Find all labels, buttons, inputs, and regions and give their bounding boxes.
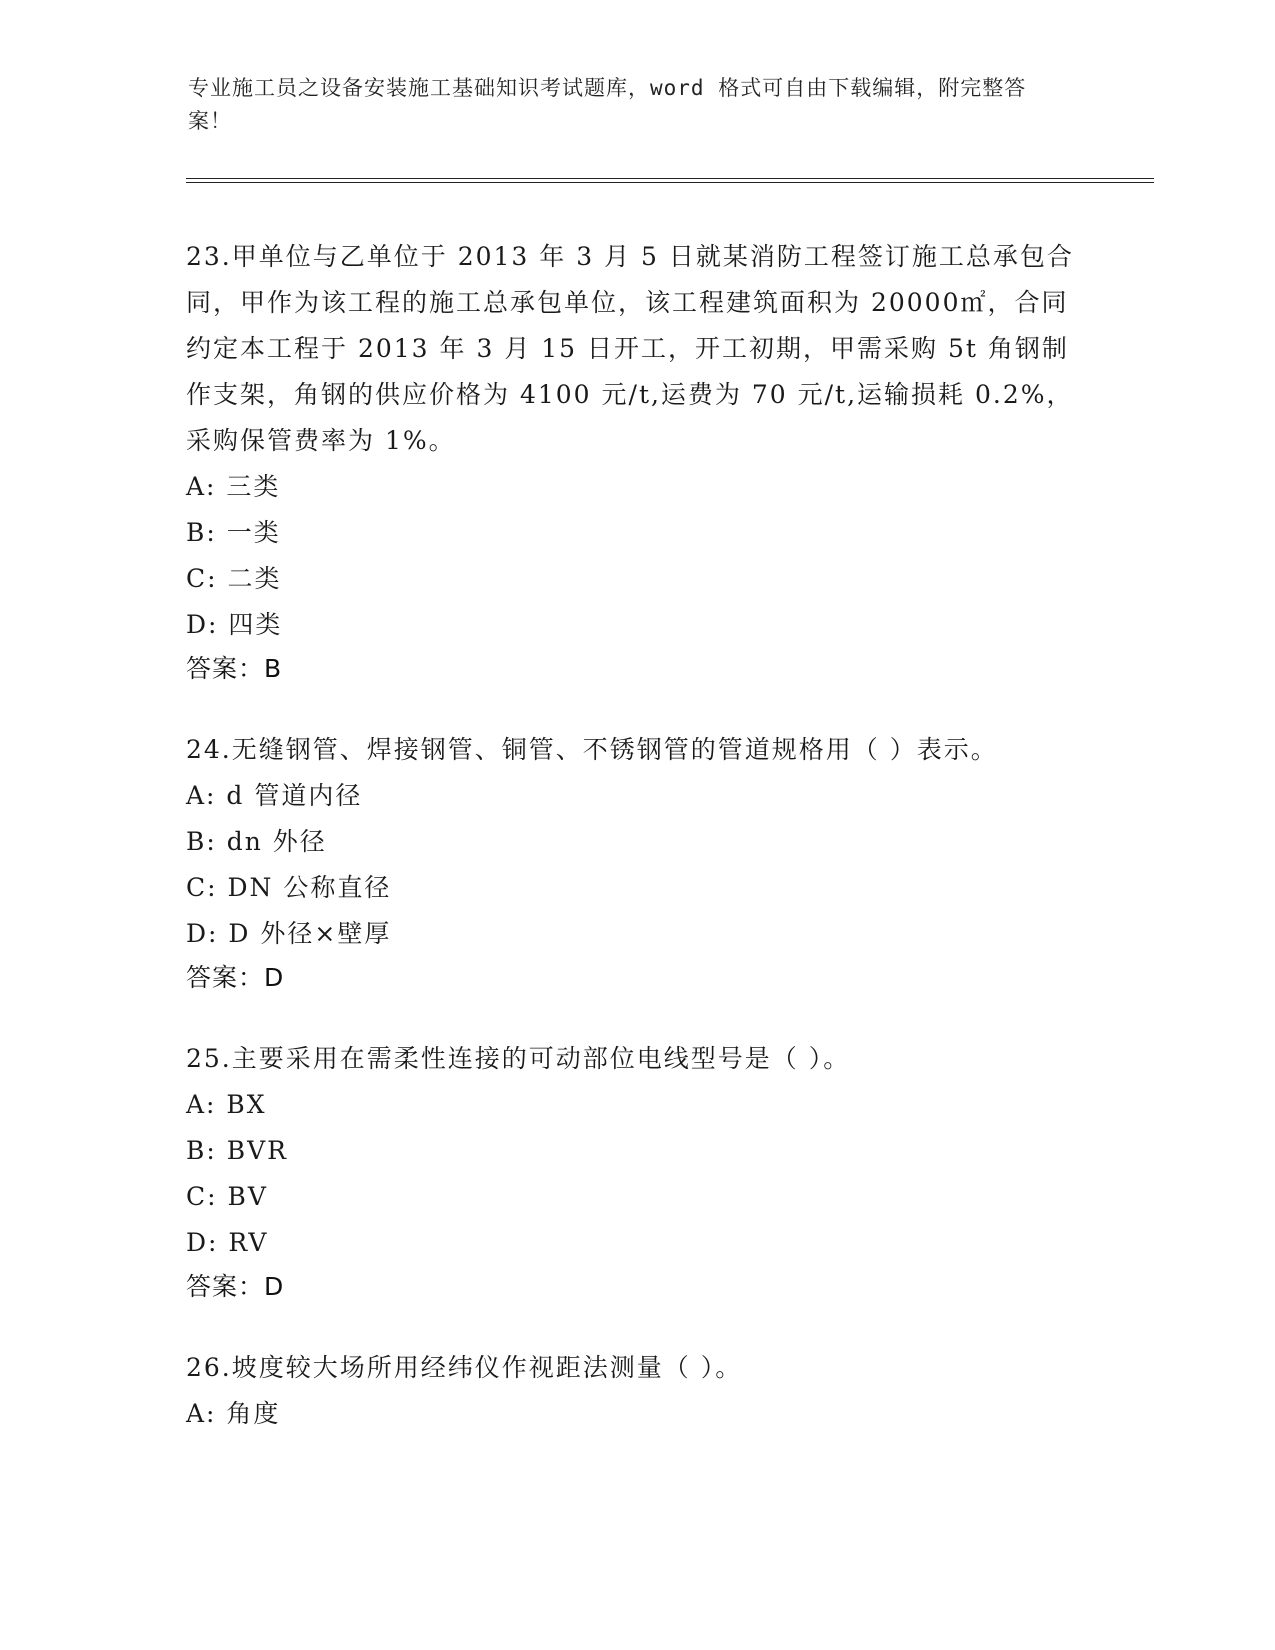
question-stem: 25.主要采用在需柔性连接的可动部位电线型号是（ ）。 bbox=[186, 1044, 851, 1073]
answer: 答案：D bbox=[186, 1272, 285, 1301]
option-d: D: RV bbox=[186, 1228, 269, 1257]
question-24 bbox=[186, 727, 1086, 999]
header-divider bbox=[186, 178, 1154, 183]
option-a: A: BX bbox=[186, 1090, 267, 1119]
option-b: B: 一类 bbox=[186, 518, 281, 547]
question-stem: 24.无缝钢管、焊接钢管、铜管、不锈钢管的管道规格用（ ）表示。 bbox=[186, 735, 998, 764]
question-list bbox=[186, 234, 1086, 1474]
option-a: A: d 管道内径 bbox=[186, 781, 363, 810]
question-23 bbox=[186, 234, 1086, 690]
question-stem: 26.坡度较大场所用经纬仪作视距法测量（ ）。 bbox=[186, 1353, 743, 1382]
option-c: C: DN 公称直径 bbox=[186, 873, 392, 902]
option-c: C: BV bbox=[186, 1182, 268, 1211]
question-25 bbox=[186, 1036, 1086, 1308]
option-a: A: 角度 bbox=[186, 1399, 281, 1428]
option-a: A: 三类 bbox=[186, 472, 281, 501]
answer: 答案：D bbox=[186, 963, 285, 992]
question-26 bbox=[186, 1345, 1086, 1437]
page-header: 专业施工员之设备安装施工基础知识考试题库，word 格式可自由下载编辑，附完整答案！ bbox=[188, 76, 1027, 133]
option-d: D: 四类 bbox=[186, 610, 283, 639]
question-stem: 23.甲单位与乙单位于 2013 年 3 月 5 日就某消防工程签订施工总承包合同，甲作为该工程的施工总承包单位，该工程建筑面积为 20000㎡，合同约定本工程于 2013 年 3 月 15 日开工，开工初期，甲需采购 5t 角钢制作支架，角钢的供应价格为 4100 元/t,运费为 70 元/t,运输损耗 0.2%，采购保管费率为 1%。 bbox=[186, 242, 1074, 455]
option-b: B: dn 外径 bbox=[186, 827, 327, 856]
option-d: D: D 外径×壁厚 bbox=[186, 919, 392, 948]
answer: 答案：B bbox=[186, 654, 283, 683]
option-b: B: BVR bbox=[186, 1136, 288, 1165]
option-c: C: 二类 bbox=[186, 564, 282, 593]
